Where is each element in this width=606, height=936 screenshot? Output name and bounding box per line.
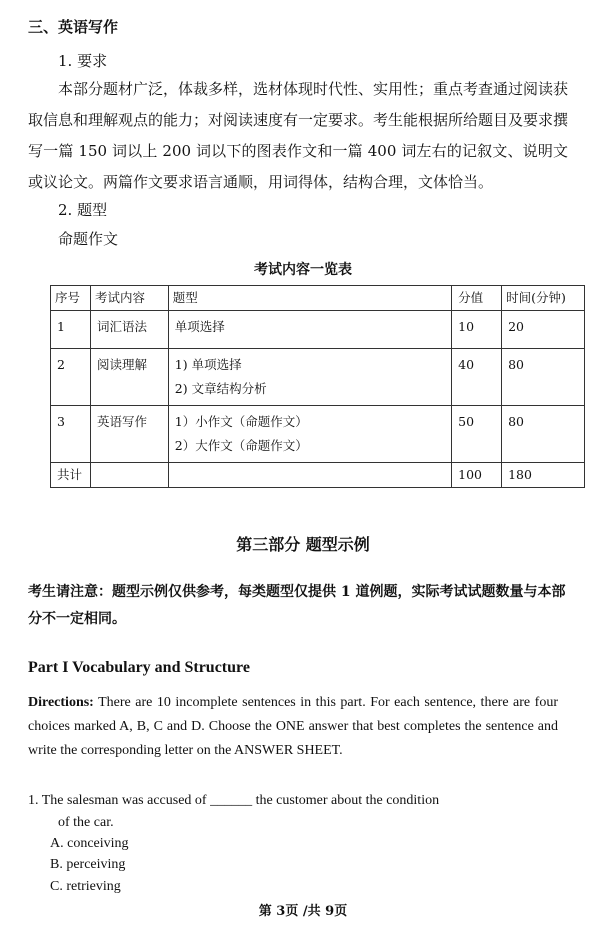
question-stem: 1. The salesman was accused of ______ the customer about the condition — [28, 793, 440, 808]
cell-time: 80 — [502, 406, 585, 463]
option-b: B. perceiving — [50, 857, 126, 872]
directions — [28, 691, 558, 763]
cell-content: 英语写作 — [90, 406, 168, 463]
directions-label: Directions: — [28, 695, 94, 710]
page-footer: 第 3页 /共 9页 — [258, 904, 348, 919]
cell-score: 50 — [452, 406, 502, 463]
cell-content: 词汇语法 — [90, 311, 168, 349]
option-a: A. conceiving — [50, 836, 129, 851]
question-1 — [28, 790, 533, 834]
part-three-title: 第三部分 题型示例 — [236, 535, 370, 554]
cell-score: 40 — [452, 349, 502, 406]
candidate-notice: 考生请注意：题型示例仅供参考，每类题型仅提供 1 道例题，实际考试试题数量与本部分不一定相同。 — [28, 584, 566, 627]
header-cell: 时间(分钟) — [502, 286, 585, 311]
cell-no: 2 — [51, 349, 91, 406]
header-cell: 题型 — [168, 286, 451, 311]
requirement-text: 本部分题材广泛，体裁多样，选材体现时代性、实用性；重点考查通过阅读获取信息和理解观点的能力；对阅读速度有一定要求。考生能根据所给题目及要求撰写一篇 150 词以上 200 词以下的图表作文和一篇 400 词左右的记叙文、说明文或议论文。两篇作文要求语言通顺，用词得体，结构合理，文体恰当。 — [28, 80, 569, 191]
type-line: 2) 文章结构分析 — [174, 381, 267, 396]
cell-types — [168, 406, 451, 463]
requirement-label: 1. 要求 — [58, 52, 108, 70]
cell-empty — [168, 463, 451, 488]
cell-time: 80 — [502, 349, 585, 406]
cell-types — [168, 349, 451, 406]
part-one-title: Part I Vocabulary and Structure — [28, 659, 250, 676]
cell-content: 阅读理解 — [90, 349, 168, 406]
cell-no: 3 — [51, 406, 91, 463]
table-row — [51, 349, 585, 406]
cell-score: 100 — [452, 463, 502, 488]
cell-score: 10 — [452, 311, 502, 349]
header-cell: 考试内容 — [90, 286, 168, 311]
header-cell: 分值 — [452, 286, 502, 311]
section-heading: 三、英语写作 — [28, 18, 119, 36]
cell-empty — [90, 463, 168, 488]
type-line: 1) 单项选择 — [174, 357, 242, 372]
cell-time: 20 — [502, 311, 585, 349]
cell-time: 180 — [502, 463, 585, 488]
type-line: 2）大作文（命题作文） — [174, 438, 308, 453]
question-type-label: 2. 题型 — [58, 201, 108, 219]
cell-types — [168, 311, 451, 349]
table-row — [51, 311, 585, 349]
table-row — [51, 406, 585, 463]
cell-no: 1 — [51, 311, 91, 349]
type-line: 1）小作文（命题作文） — [174, 414, 308, 429]
exam-content-table — [50, 285, 585, 488]
table-caption: 考试内容一览表 — [254, 262, 352, 278]
table-header-row — [51, 286, 585, 311]
option-c: C. retrieving — [50, 879, 121, 894]
table-total-row — [51, 463, 585, 488]
directions-text: There are 10 incomplete sentences in this part. For each sentence, there are four choices marked A, B, C and D. Choose the ONE answer that best completes the sentence and write the corresponding letter on the ANSWER SHEET. — [28, 695, 558, 758]
header-cell: 序号 — [51, 286, 91, 311]
cell-total-label: 共计 — [51, 463, 91, 488]
question-type-value: 命题作文 — [58, 230, 119, 248]
question-stem-continued: of the car. — [58, 815, 114, 830]
type-line: 单项选择 — [174, 319, 225, 334]
